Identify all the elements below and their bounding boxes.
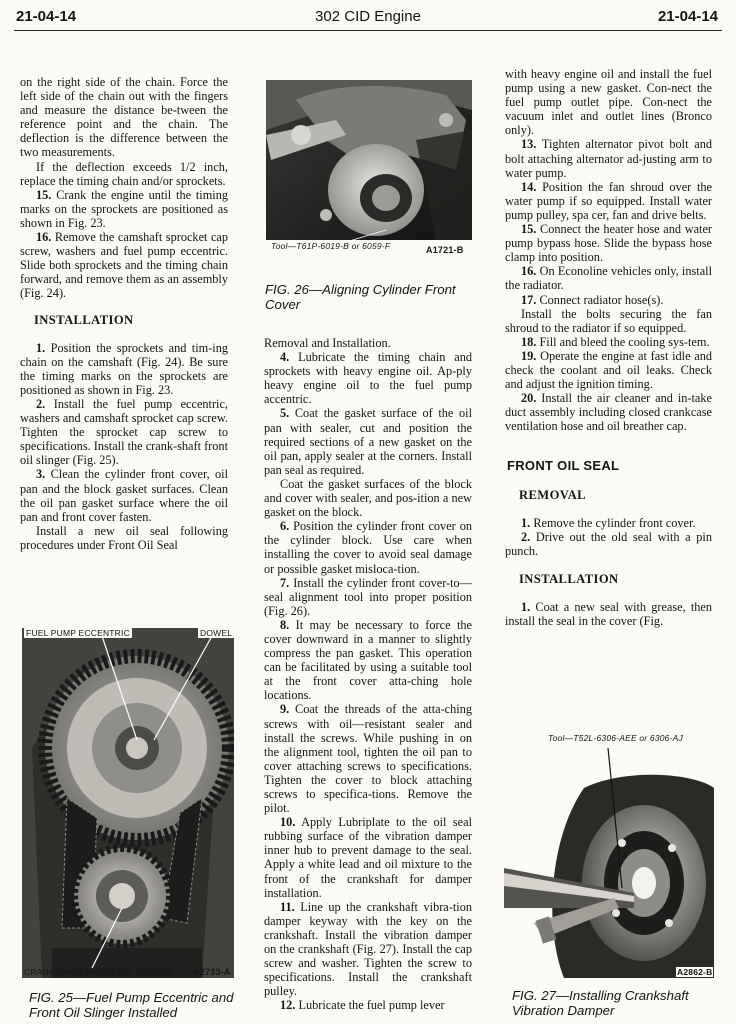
figure-26-tool-label: Tool—T61P-6019-B or 6059-F (271, 241, 391, 251)
step-10 (264, 815, 472, 900)
header-rule (14, 30, 722, 31)
figure-25-code: A2733-A (193, 967, 231, 977)
section-heading-front-oil-seal: FRONT OIL SEAL (507, 458, 620, 474)
step-6 (264, 519, 472, 575)
step-text: Tighten alternator pivot bolt and bolt attaching alternator ad-justing arm to water pump. (505, 137, 712, 180)
step-text: Connect the heater hose and water pump bypass hose. Slide the bypass hose clamp into position. (505, 222, 712, 265)
step-number: 15. (521, 222, 537, 237)
step-text: Lubricate the timing chain and sprockets with heavy engine oil. Ap-ply heavy engine oil to the fuel pump accentric. (264, 350, 472, 407)
removal-step-2 (505, 530, 712, 558)
paragraph: Install the bolts securing the fan shroud to the radiator if so equipped. (505, 306, 712, 335)
figure-number: FIG. 25 (29, 990, 73, 1005)
figure-27-tool-label: Tool—T52L-6306-AEE or 6306-AJ (548, 733, 683, 743)
timing-chain-sprocket-illustration (22, 628, 234, 978)
subheading-removal: REMOVAL (519, 487, 586, 502)
step-number: 10. (280, 815, 296, 830)
text-column-1 (20, 75, 228, 552)
step-text: Operate the engine at fast idle and check the coolant and oil leaks. Check and adjust the ignition timing. (505, 348, 713, 392)
figure-26-caption (265, 282, 465, 312)
step-number: 2. (36, 396, 46, 411)
vibration-damper-install-illustration (504, 748, 714, 978)
step-number: 15. (36, 187, 52, 202)
removal-step-1 (505, 516, 712, 530)
step-4 (264, 350, 472, 406)
figure-27-caption (512, 988, 722, 1018)
step-number: 20. (521, 391, 537, 406)
step-15 (505, 222, 712, 264)
step-number: 11. (280, 899, 295, 914)
figure-27-code: A2862-B (677, 967, 713, 977)
step-number: 16. (521, 264, 537, 279)
step-number: 16. (36, 230, 52, 245)
step-number: 14. (521, 179, 537, 194)
step-14 (505, 180, 712, 222)
text-column-3 (505, 67, 712, 628)
step-16 (505, 264, 712, 292)
step-text: Clean the cylinder front cover, oil pan and the block gasket surfaces. Clean the oil pan gasket surface where the oil pan and front cover fasten. (20, 467, 229, 524)
step-text: Connect radiator hose(s). (539, 292, 664, 307)
step-number: 1. (36, 340, 46, 355)
step-18 (505, 335, 712, 349)
step-3 (20, 467, 228, 523)
caption-text: —Fuel Pump Eccentric and Front Oil Slinger Installed (29, 990, 234, 1020)
figure-26-code: A1721-B (426, 245, 464, 255)
caption-text: —Installing Crankshaft Vibration Damper (512, 988, 689, 1018)
step-text: Lubricate the fuel pump lever (298, 998, 445, 1013)
step-number: 13. (521, 137, 537, 152)
step-20 (505, 391, 712, 433)
paragraph: Coat the gasket surfaces of the block and cover with sealer, and pos-ition a new gasket on the block. (264, 476, 472, 520)
step-number: 4. (280, 350, 290, 365)
installation-step-1 (505, 600, 712, 628)
label-crankshaft-oil-slinger: CRANKSHAFT FRONT OIL SLINGER (24, 967, 174, 977)
step-12 (264, 998, 472, 1012)
step-text: Coat the threads of the atta-ching screws with oil—resistant sealer and install the screws. While pushing in on the alignment tool, tighten the oil pan to cover attaching screws to specifications. Tighten the cover to block attaching screws to specifica-tions. Remove the pilot. (264, 702, 472, 816)
step-number: 1. (521, 600, 531, 614)
step-5 (264, 406, 472, 476)
step-15 (20, 188, 228, 230)
step-text: Apply Lubriplate to the oil seal rubbing surface of the vibration damper inner hub to prevent damage to the seal. Apply a white lead and oil mixture to the front of the crankshaft for damper installation. (264, 815, 472, 900)
figure-25-photo (22, 628, 234, 978)
paragraph: Install a new oil seal following procedures under Front Oil Seal (20, 523, 228, 552)
step-number: 17. (521, 292, 537, 307)
step-text: Install the cylinder front cover-to—seal alignment tool into proper position (Fig. 26). (264, 575, 472, 618)
step-13 (505, 137, 712, 179)
step-number: 2. (521, 529, 531, 544)
step-9 (264, 702, 472, 815)
step-8 (264, 618, 472, 703)
step-text: Drive out the old seal with a pin punch. (505, 529, 713, 558)
step-text: Position the cylinder front cover on the cylinder block. Use care when installing the cover to avoid seal damage or possible gasket misloca-tion. (264, 519, 472, 576)
paragraph: on the right side of the chain. Force the left side of the chain out with the fingers and measure the distance be-tween the reference point and the chain. The deflection is the difference between the two measurements. (20, 75, 228, 160)
step-text: It may be necessary to force the cover downward in a manner to slightly compress the pan gasket. This operation can be facilitated by using a suitable tool at the front cover atta-ching hole locations. (264, 617, 472, 703)
page-title: 302 CID Engine (315, 8, 421, 25)
step-7 (264, 576, 472, 618)
figure-number: FIG. 26 (265, 282, 309, 297)
caption-text: —Aligning Cylinder Front Cover (265, 282, 456, 312)
step-text: Install the air cleaner and in-take duct assembly including closed crankcase ventilation hose and oil breather cap. (505, 391, 712, 434)
text-column-2 (264, 336, 472, 1013)
step-number: 6. (280, 519, 290, 534)
subheading-installation: INSTALLATION (519, 571, 619, 586)
step-text: Coat a new seal with grease, then install the seal in the cover (Fig. (505, 600, 712, 629)
step-text: Position the fan shroud over the water pump if so equipped. Install water pump pulley, spa cer, fan and drive belts. (505, 179, 713, 222)
figure-27-photo (504, 748, 714, 978)
figure-25-caption (29, 990, 239, 1020)
step-text: Coat the gasket surface of the oil pan with sealer, cut and position the required sections of a new gasket on the oil pan, apply sealer at the corners. Install pan seal as required. (264, 406, 472, 477)
step-number: 8. (280, 617, 290, 632)
step-number: 18. (521, 334, 537, 349)
step-text: Crank the engine until the timing marks on the sprockets are positioned as shown in Fig. 23. (20, 187, 229, 230)
page-number-right: 21-04-14 (657, 8, 718, 25)
step-number: 3. (36, 467, 46, 482)
step-1 (20, 341, 228, 397)
paragraph: Removal and Installation. (264, 336, 391, 350)
step-text: On Econoline vehicles only, install the radiator. (505, 264, 712, 293)
step-11 (264, 900, 472, 999)
step-16 (20, 230, 228, 300)
label-dowel: DOWEL (200, 628, 233, 638)
step-19 (505, 349, 712, 391)
step-text: Line up the crankshaft vibra-tion damper keyway with the key on the crankshaft. Install the vibration damper on the crankshaft (Fig. 27). Install the cap screw and washer. Tighten the screw to specifications. Install the crankshaft pulley. (264, 899, 472, 999)
label-fuel-pump-eccentric: FUEL PUMP ECCENTRIC (26, 628, 130, 638)
engine-front-cover-illustration (266, 80, 472, 240)
step-17 (505, 293, 712, 307)
step-text: Position the sprockets and tim-ing chain on the camshaft (Fig. 24). Be sure the timing marks on the sprockets are positioned as shown in Fig. 23. (20, 340, 228, 397)
paragraph: with heavy engine oil and install the fuel pump using a new gasket. Con-nect the fuel pump outlet pipe. Con-nect the vacuum inlet and outlet lines (Bronco only). (505, 67, 712, 138)
step-number: 5. (280, 406, 290, 421)
step-number: 19. (521, 348, 537, 363)
step-text: Remove the camshaft sprocket cap screw, washers and fuel pump eccentric. Slide both sprockets and the timing chain forward, and remove them as an assembly (Fig. 24). (20, 230, 229, 301)
step-2 (20, 397, 228, 467)
step-text: Fill and bleed the cooling sys-tem. (539, 334, 710, 349)
step-number: 9. (280, 702, 290, 717)
step-text: Remove the cylinder front cover. (533, 515, 696, 530)
step-number: 7. (280, 575, 290, 590)
step-number: 12. (280, 998, 296, 1013)
step-number: 1. (521, 515, 531, 530)
step-text: Install the fuel pump eccentric, washers and camshaft sprocket cap screw. Tighten the sprocket cap screw to specifications. Install the crank-shaft front oil slinger (Fig. 25). (20, 396, 229, 468)
page-number-left: 21-04-14 (16, 8, 77, 25)
paragraph: If the deflection exceeds 1/2 inch, replace the timing chain and/or sprockets. (20, 159, 228, 188)
figure-26-photo (266, 80, 472, 240)
section-heading-installation: INSTALLATION (34, 312, 134, 327)
figure-number: FIG. 27 (512, 988, 556, 1003)
